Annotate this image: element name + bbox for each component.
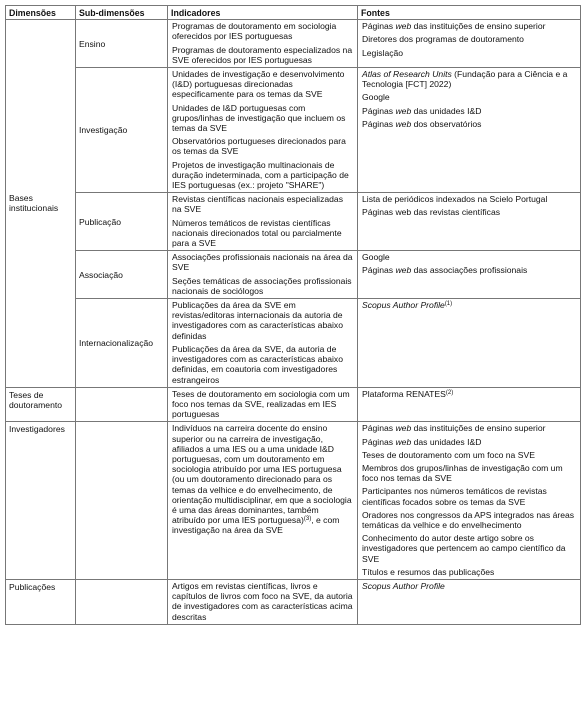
indicator-item: Revistas científicas nacionais especializadas na SVE	[172, 194, 344, 215]
indicator-item: Seções temáticas de associações profissionais nacionais de sociólogos	[172, 275, 352, 296]
indicators-cell	[168, 251, 358, 299]
indicator-item: Projetos de investigação multinacionais de duração indeterminada, com a participação de IES portuguesas (ex.: projeto "SHARE")	[172, 159, 349, 191]
source-item: Páginas web dos observatórios	[362, 118, 482, 129]
indicator-item: Indivíduos na carreira docente do ensino superior ou na carreira de investigação, afiliados a uma IES ou a uma unidade I&D portuguesas, com um doutoramento em sociologia atribuído por uma IES portuguesa (ou um doutoramento direcionado para os temas da velhice e do envelhecimento, de orientação multidisciplinar, em que a sociologia é uma das áreas dominantes, também atribuído por uma IES portuguesa)$^{(3)}$, e com investigação na área da SVE	[172, 423, 352, 536]
footnote-marker: (1)	[444, 301, 453, 308]
header-subdimensions: Sub-dimensões	[76, 6, 168, 20]
source-item: Teses de doutoramento com um foco na SVE	[362, 449, 535, 460]
subdimension-cell: Investigação	[76, 68, 168, 193]
source-item: Plataforma RENATES$^{(2)}$	[362, 388, 454, 399]
subdimension-cell	[76, 579, 168, 624]
table-row	[6, 193, 581, 251]
header-dimensions: Dimensões	[6, 6, 76, 20]
indicators-cell	[168, 387, 358, 422]
table-row	[6, 299, 581, 388]
dimension-cell: Bases institucionais	[6, 20, 76, 388]
indicator-item: Unidades de I&D portuguesas com grupos/linhas de investigação que incluem os temas da SVE	[172, 102, 346, 134]
table-row	[6, 68, 581, 193]
indicators-cell	[168, 299, 358, 388]
subdimension-cell: Associação	[76, 251, 168, 299]
footnote-marker: (3)	[303, 516, 312, 523]
source-item: Conhecimento do autor deste artigo sobre os investigadores que pertencem ao campo científico da SVE	[362, 533, 566, 564]
sources-cell	[358, 422, 581, 580]
source-item: Lista de periódicos indexados na Scielo Portugal	[362, 194, 548, 205]
indicator-item: Programas de doutoramento especializados na SVE oferecidos por IES portuguesas	[172, 44, 353, 65]
source-item: Páginas web das unidades I&D	[362, 105, 482, 116]
indicators-cell	[168, 193, 358, 251]
source-item: Páginas web das associações profissionais	[362, 265, 528, 276]
indicator-item: Publicações da área da SVE em revistas/editoras internacionais da autoria de investigadores com as características abaixo definidas	[172, 300, 343, 341]
sources-cell	[358, 579, 581, 624]
subdimension-cell: Publicação	[76, 193, 168, 251]
source-item: Títulos e resumos das publicações	[362, 566, 495, 577]
dimension-cell: Teses de doutoramento	[6, 387, 76, 422]
indicator-item: Artigos em revistas científicas, livros e capítulos de livros com foco na SVE, da autoria de investigadores com as características acima descritas	[172, 580, 353, 622]
source-item: Oradores nos congressos da APS integrados nas áreas temáticas da velhice e do envelhecimento	[362, 509, 575, 530]
source-item: Páginas web das unidades I&D	[362, 436, 482, 447]
indicators-cell	[168, 68, 358, 193]
header-sources: Fontes	[358, 6, 581, 20]
indicators-cell	[168, 20, 358, 68]
indicator-item: Números temáticos de revistas científicas nacionais direcionados total ou parcialmente para a SVE	[172, 217, 342, 249]
indicator-item: Associações profissionais nacionais na área da SVE	[172, 252, 353, 273]
source-item: Páginas web das instituições de ensino superior	[362, 423, 546, 434]
subdimension-cell	[76, 422, 168, 580]
indicator-item: Programas de doutoramento em sociologia oferecidos por IES portuguesas	[172, 21, 337, 42]
source-item: Scopus Author Profile$^{(1)}$	[362, 300, 453, 311]
source-item: Scopus Author Profile	[362, 580, 445, 591]
source-item: Páginas web das revistas científicas	[362, 207, 501, 218]
table-row	[6, 20, 581, 68]
indicator-item: Observatórios portugueses direcionados para os temas da SVE	[172, 136, 346, 157]
source-item: Páginas web das instituições de ensino superior	[362, 21, 546, 32]
header-indicators: Indicadores	[168, 6, 358, 20]
indicators-cell	[168, 422, 358, 580]
subdimension-cell: Ensino	[76, 20, 168, 68]
sources-cell	[358, 193, 581, 251]
dimensions-table	[5, 5, 581, 625]
source-item: Google	[362, 252, 390, 263]
indicator-item: Publicações da área da SVE, da autoria de investigadores com as características abaixo definidas, em coautoria com investigadores estrangeiros	[172, 343, 343, 385]
table-row	[6, 579, 581, 624]
source-item: Legislação	[362, 47, 404, 58]
subdimension-cell: Internacionalização	[76, 299, 168, 388]
sources-cell	[358, 251, 581, 299]
source-item: Membros dos grupos/linhas de investigação com um foco nos temas da SVE	[362, 462, 563, 484]
indicators-cell	[168, 579, 358, 624]
table-row	[6, 251, 581, 299]
subdimension-cell	[76, 387, 168, 422]
dimension-cell: Publicações	[6, 579, 76, 624]
sources-cell	[358, 20, 581, 68]
header-row	[6, 6, 581, 20]
source-item: Diretores dos programas de doutoramento	[362, 34, 524, 45]
table-row	[6, 422, 581, 580]
source-item: Google	[362, 92, 390, 103]
sources-cell	[358, 68, 581, 193]
sources-cell	[358, 387, 581, 422]
dimension-cell: Investigadores	[6, 422, 76, 580]
source-item: Participantes nos números temáticos de revistas científicas focados sobre os temas da SVE	[362, 486, 547, 507]
indicator-item: Unidades de investigação e desenvolvimento (I&D) portuguesas direcionadas especificamente para os temas da SVE	[172, 69, 345, 100]
source-item: Atlas of Research Units (Fundação para a Ciência e a Tecnologia [FCT] 2022)	[362, 69, 568, 90]
indicator-item: Teses de doutoramento em sociologia com um foco nos temas da SVE, realizadas em IES portuguesas	[172, 388, 350, 420]
table-row	[6, 387, 581, 422]
footnote-marker: (2)	[445, 389, 454, 396]
sources-cell	[358, 299, 581, 388]
